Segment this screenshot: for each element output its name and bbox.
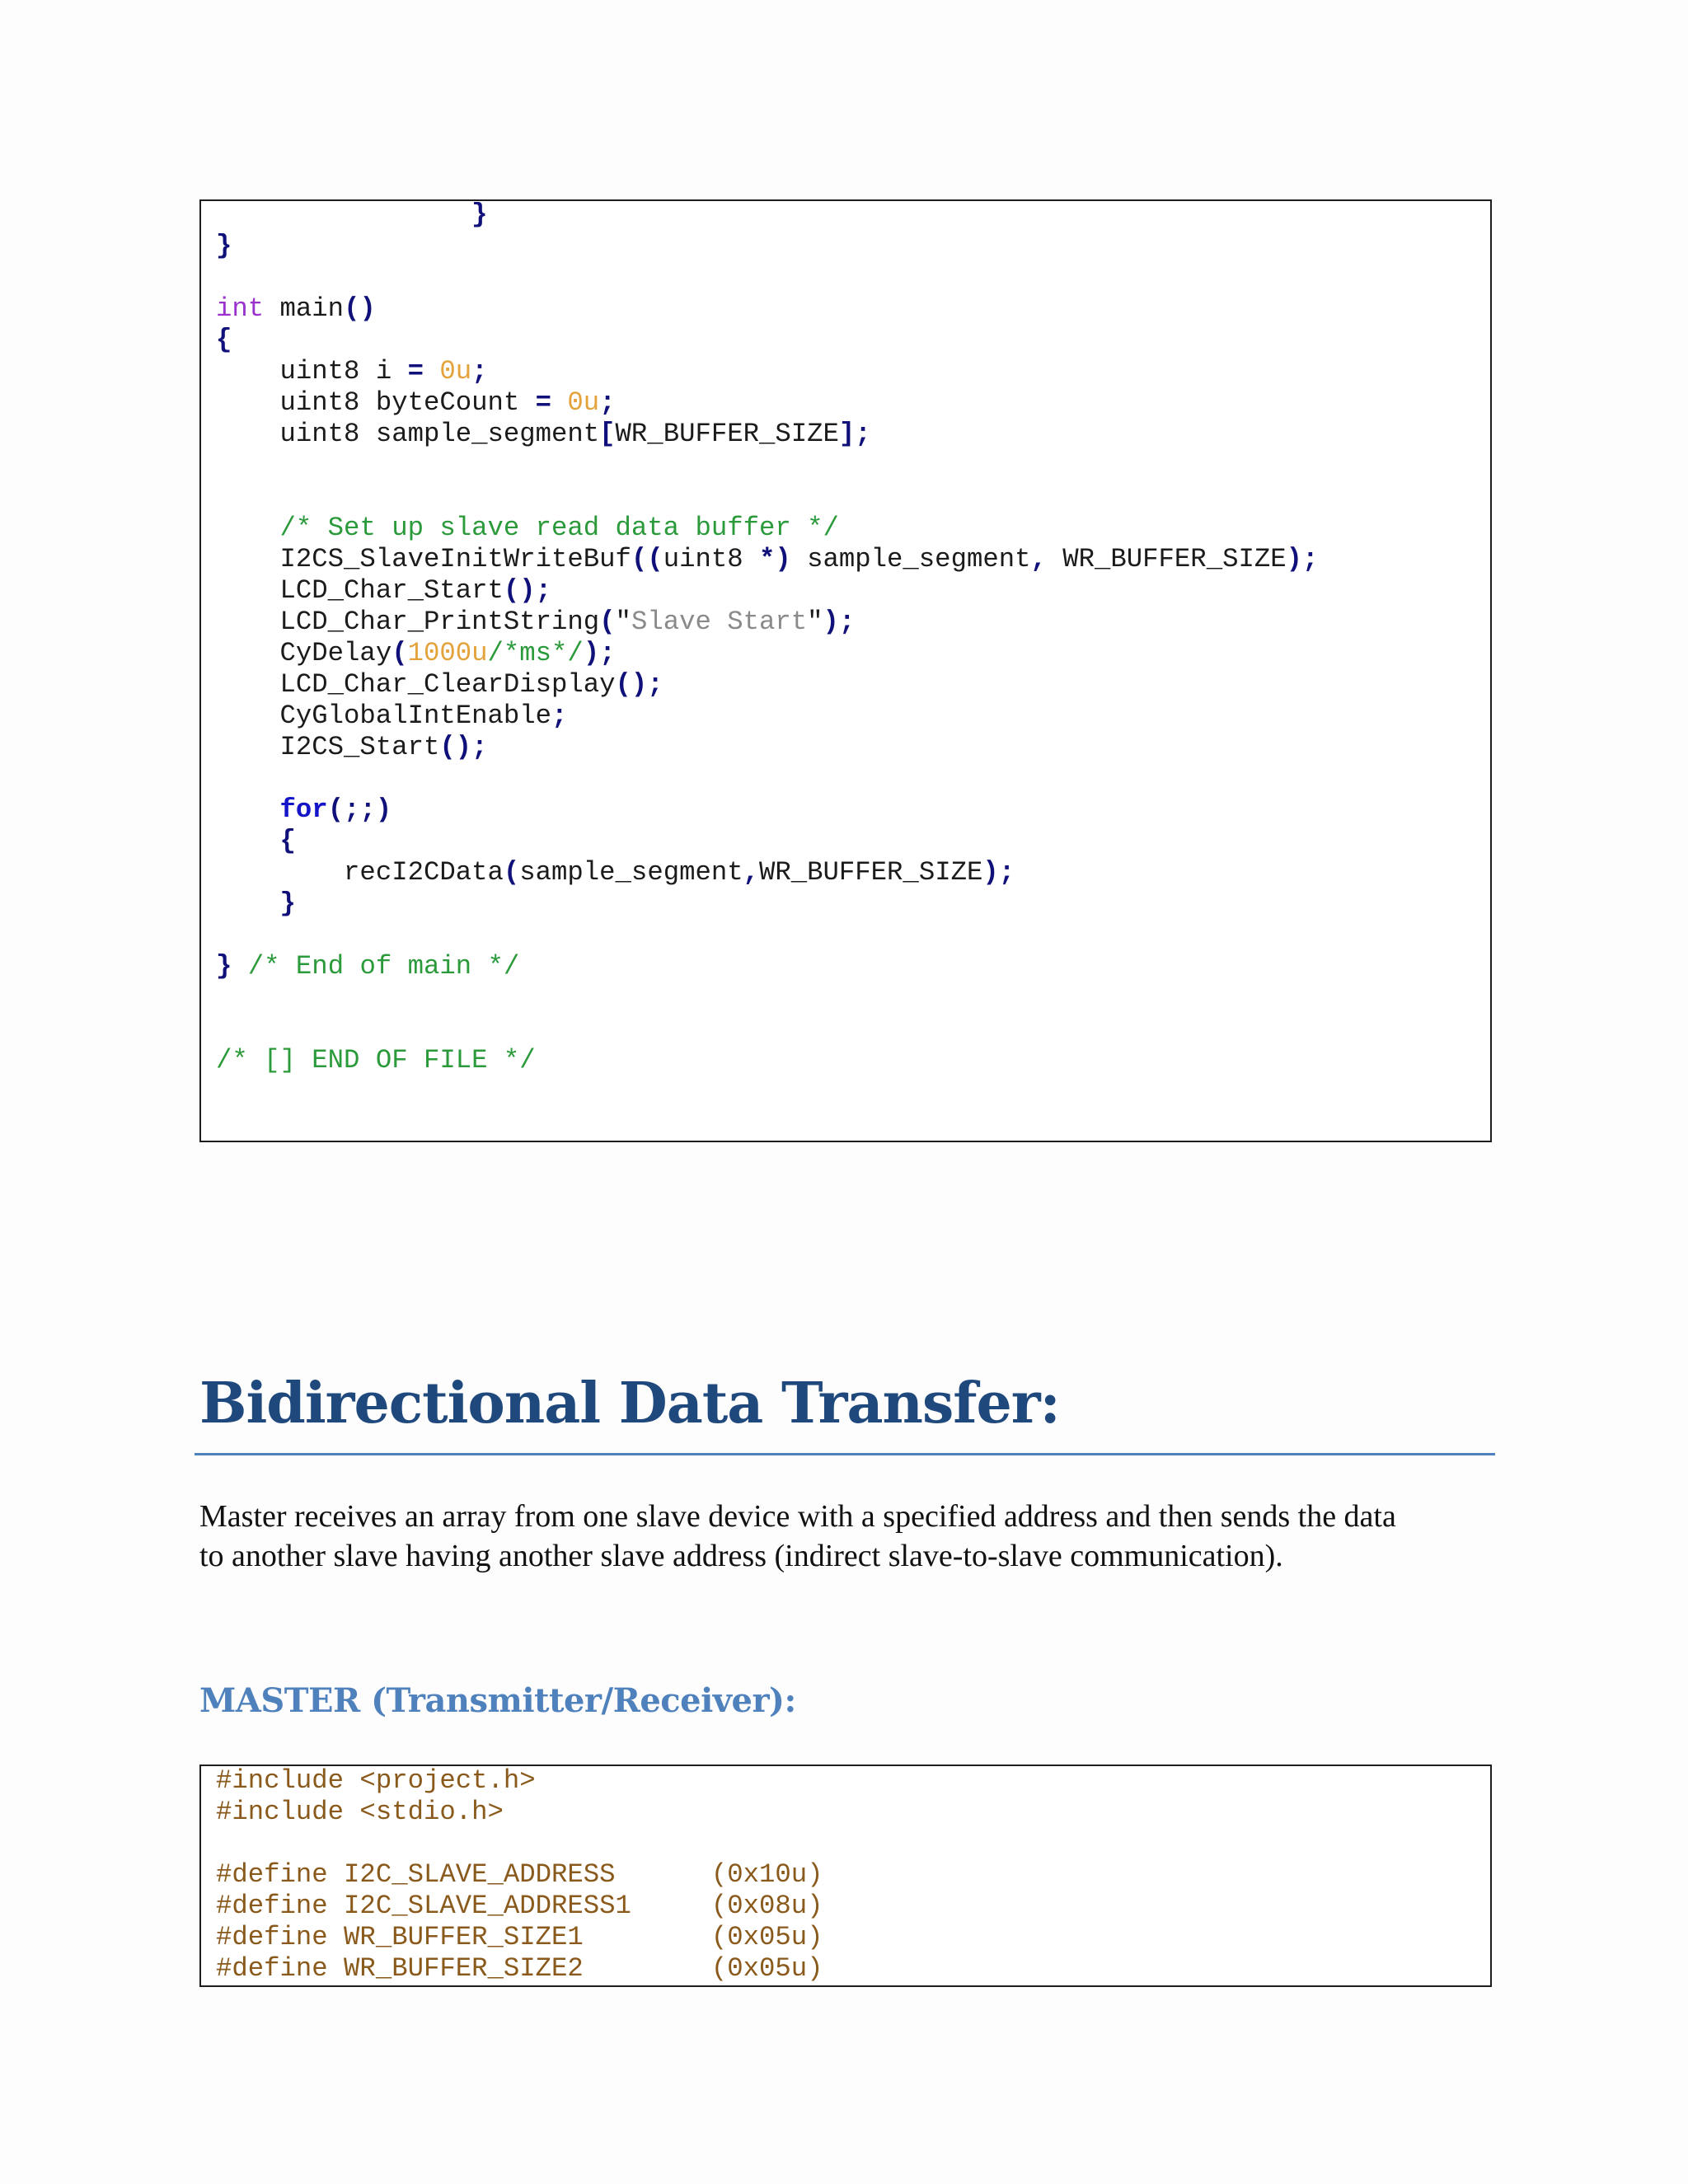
code-token: (( <box>631 544 663 574</box>
code-token: , <box>743 857 759 888</box>
code-token: /* End of main */ <box>247 951 520 982</box>
code-line <box>216 325 232 356</box>
code-token: " <box>807 607 823 637</box>
code-line <box>216 857 1015 888</box>
code-line <box>216 669 663 701</box>
code-token: /*ms*/ <box>487 638 584 668</box>
code-line <box>216 732 488 763</box>
code-token: ); <box>1286 544 1319 574</box>
code-token <box>551 387 567 418</box>
code-line <box>216 1922 823 1953</box>
code-token: = <box>535 387 552 418</box>
code-token: I2CS_Start <box>216 732 440 762</box>
section-heading: Bidirectional Data Transfer: <box>199 1371 1060 1436</box>
code-token: } <box>279 888 296 919</box>
code-token: #include <stdio.h> <box>216 1797 504 1827</box>
code-token: /* Set up slave read data buffer */ <box>279 513 839 543</box>
code-token: sample_segment <box>519 857 743 888</box>
code-token: uint8 <box>663 544 759 574</box>
code-line <box>216 888 296 920</box>
code-token: sample_segment <box>790 544 1031 574</box>
code-line <box>216 1891 823 1922</box>
code-token: ; <box>599 387 616 418</box>
code-token <box>216 888 280 919</box>
code-line <box>216 1765 536 1797</box>
code-token: #define WR_BUFFER_SIZE2 (0x05u) <box>216 1953 823 1984</box>
code-token: } <box>471 199 488 230</box>
code-token: CyDelay <box>216 638 392 668</box>
code-token: (;;) <box>327 794 392 825</box>
code-token: (); <box>439 732 488 762</box>
code-token: , <box>1030 544 1047 574</box>
code-token: int <box>216 293 265 324</box>
code-token: () <box>344 293 376 324</box>
heading-underline <box>195 1453 1495 1455</box>
code-line <box>216 951 519 982</box>
code-token: [ <box>599 419 616 449</box>
code-token <box>216 199 471 230</box>
code-line <box>216 701 567 732</box>
code-token: 1000u <box>407 638 488 668</box>
code-line <box>216 1953 823 1985</box>
code-token: 0u <box>567 387 600 418</box>
code-token: = <box>407 356 424 387</box>
code-token: #define WR_BUFFER_SIZE1 (0x05u) <box>216 1922 823 1952</box>
code-token: ; <box>471 356 488 387</box>
paragraph-line-1: Master receives an array from one slave device with a specified address and then sends the data <box>199 1499 1396 1534</box>
code-token: " <box>615 607 631 637</box>
code-token: uint8 i <box>216 356 408 387</box>
code-line <box>216 1045 536 1076</box>
code-token: 0u <box>439 356 472 387</box>
code-line <box>216 794 392 826</box>
code-token: ( <box>503 857 520 888</box>
code-line <box>216 607 855 638</box>
code-line <box>216 1797 504 1828</box>
code-token: recI2CData <box>216 857 504 888</box>
code-line <box>216 544 1318 575</box>
code-token: main <box>264 293 345 324</box>
code-token: WR_BUFFER_SIZE <box>1046 544 1287 574</box>
code-line <box>216 575 551 607</box>
code-token: #define I2C_SLAVE_ADDRESS1 (0x08u) <box>216 1891 823 1921</box>
code-token <box>216 513 280 543</box>
code-line <box>216 638 616 669</box>
code-token: Slave Start <box>631 607 808 637</box>
code-token: I2CS_SlaveInitWriteBuf <box>216 544 631 574</box>
code-token: #define I2C_SLAVE_ADDRESS (0x10u) <box>216 1859 823 1890</box>
code-token: uint8 byteCount <box>216 387 536 418</box>
master-subheading: MASTER (Transmitter/Receiver): <box>199 1681 796 1720</box>
code-block-master-defines <box>199 1765 1492 1987</box>
code-line <box>216 356 488 387</box>
code-token: *) <box>758 544 791 574</box>
code-line <box>216 199 488 231</box>
code-token: WR_BUFFER_SIZE <box>615 419 839 449</box>
code-token: ); <box>583 638 616 668</box>
code-line <box>216 293 376 325</box>
code-line <box>216 513 839 544</box>
code-token: } <box>216 231 232 261</box>
code-token: LCD_Char_ClearDisplay <box>216 669 616 700</box>
code-token: ; <box>551 701 568 731</box>
code-token: uint8 sample_segment <box>216 419 600 449</box>
code-token: { <box>279 826 296 856</box>
code-token <box>216 794 280 825</box>
code-line <box>216 387 616 419</box>
code-token: ); <box>982 857 1015 888</box>
code-token: #include <project.h> <box>216 1765 536 1796</box>
code-token: LCD_Char_Start <box>216 575 504 606</box>
code-token: (); <box>503 575 552 606</box>
code-token: ]; <box>838 419 871 449</box>
code-token <box>424 356 439 387</box>
code-token: WR_BUFFER_SIZE <box>759 857 983 888</box>
code-token: ( <box>599 607 616 637</box>
code-token: { <box>216 325 232 355</box>
code-line <box>216 231 232 262</box>
code-block-slave-main <box>199 199 1492 1142</box>
code-token: /* [] END OF FILE */ <box>216 1045 536 1076</box>
code-line <box>216 826 296 857</box>
code-line <box>216 419 871 450</box>
code-token: LCD_Char_PrintString <box>216 607 600 637</box>
paragraph-line-2: to another slave having another slave address (indirect slave-to-slave communication). <box>199 1539 1283 1573</box>
code-line <box>216 1859 823 1891</box>
code-token: ( <box>392 638 408 668</box>
code-token: for <box>279 794 328 825</box>
code-token: CyGlobalIntEnable <box>216 701 552 731</box>
code-token <box>232 951 247 982</box>
code-token: (); <box>615 669 663 700</box>
code-token <box>216 826 280 856</box>
code-token: ); <box>823 607 856 637</box>
code-token: } <box>216 951 232 982</box>
